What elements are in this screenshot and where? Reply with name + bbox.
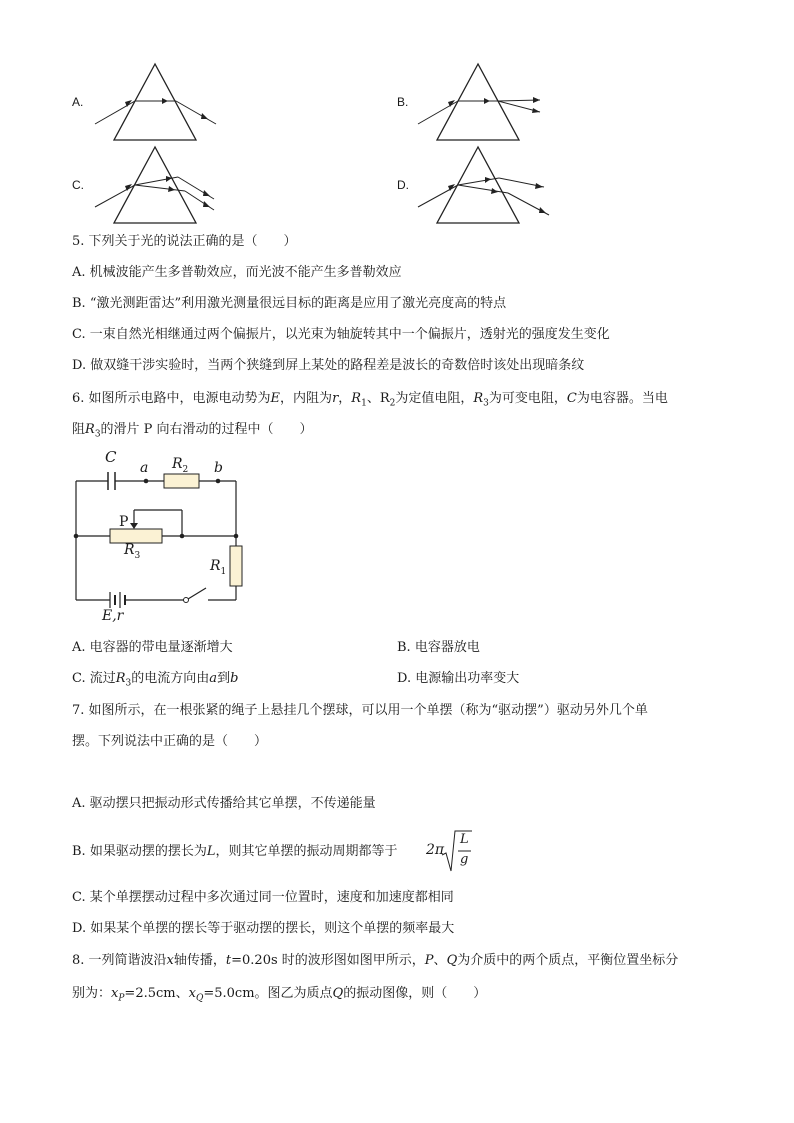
option-label-d: D. (397, 178, 409, 192)
q6-option-a: A. 电容器的带电量逐渐增大 (72, 640, 233, 655)
q7-stem-line2: 摆。下列说法中正确的是（ ） (72, 734, 268, 749)
option-label-c: C. (72, 178, 84, 192)
circuit-label-a: a (140, 460, 149, 476)
q5-stem: 5. 下列关于光的说法正确的是（ ） (72, 234, 297, 249)
formula-coefficient: 2π (426, 842, 445, 858)
q6-option-c: C. 流过$R_3$的电流方向由a到b (72, 671, 239, 689)
q8-stem-line2: 别为：$x_P=2.5cm$、$x_Q=5.0cm$。图乙为质点Q的振动图像，则（ ） (72, 986, 487, 1004)
circuit-label-r2: $R_2$ (172, 456, 189, 475)
q5-option-a: A. 机械波能产生多普勒效应，而光波不能产生多普勒效应 (72, 265, 402, 280)
circuit-label-c: C (105, 448, 117, 466)
q6-option-b: B. 电容器放电 (397, 640, 480, 655)
prism-diagram-b (412, 60, 552, 145)
prism-diagram-c (90, 143, 220, 228)
q7-stem-line1: 7. 如图所示，在一根张紧的绳子上悬挂几个摆球，可以用一个单摆（称为“驱动摆”）驱动另外几个单 (72, 703, 648, 718)
q6-option-d: D. 电源输出功率变大 (397, 671, 520, 686)
q8-stem-line1: 8. 一列简谐波沿x轴传播，t=0.20s 时的波形图如图甲所示，P、Q为介质中的两个质点，平衡位置坐标分 (72, 953, 679, 968)
formula-numerator: L (460, 832, 469, 847)
circuit-label-b: b (214, 460, 223, 476)
q7-option-d: D. 如果某个单摆的摆长等于驱动摆的摆长，则这个单摆的频率最大 (72, 921, 455, 936)
circuit-diagram (60, 448, 260, 628)
circuit-label-r1: $R_1$ (210, 558, 227, 577)
formula-denominator: g (460, 852, 469, 867)
q7-option-c: C. 某个单摆摆动过程中多次通过同一位置时，速度和加速度都相同 (72, 890, 454, 905)
prism-diagram-d (412, 143, 552, 228)
q5-option-b: B. “激光测距雷达”利用激光测量很远目标的距离是应用了激光亮度高的特点 (72, 296, 507, 311)
circuit-label-er: E,r (102, 608, 124, 624)
q5-option-c: C. 一束自然光相继通过两个偏振片，以光束为轴旋转其中一个偏振片，透射光的强度发生变化 (72, 327, 610, 342)
circuit-label-p: P (119, 514, 129, 530)
q5-option-d: D. 做双缝干涉实验时，当两个狭缝到屏上某处的路程差是波长的奇数倍时该处出现暗条纹 (72, 358, 585, 373)
q7-option-a: A. 驱动摆只把振动形式传播给其它单摆，不传递能量 (72, 796, 376, 811)
q7-option-b: B. 如果驱动摆的摆长为L，则其它单摆的振动周期都等于 (72, 844, 398, 859)
option-label-a: A. (72, 95, 84, 109)
q6-stem-line1: 6. 如图所示电路中，电源电动势为E，内阻为r，$R_1$、$R_2$为定值电阻，$R_3$为可变电阻，C为电容器。当电 (72, 391, 668, 409)
period-formula (426, 829, 476, 873)
q6-stem-line2: 阻$R_3$的滑片 P 向右滑动的过程中（ ） (72, 422, 313, 440)
prism-diagram-a (90, 60, 220, 145)
circuit-label-r3: $R_3$ (124, 542, 141, 561)
option-label-b: B. (397, 95, 409, 109)
